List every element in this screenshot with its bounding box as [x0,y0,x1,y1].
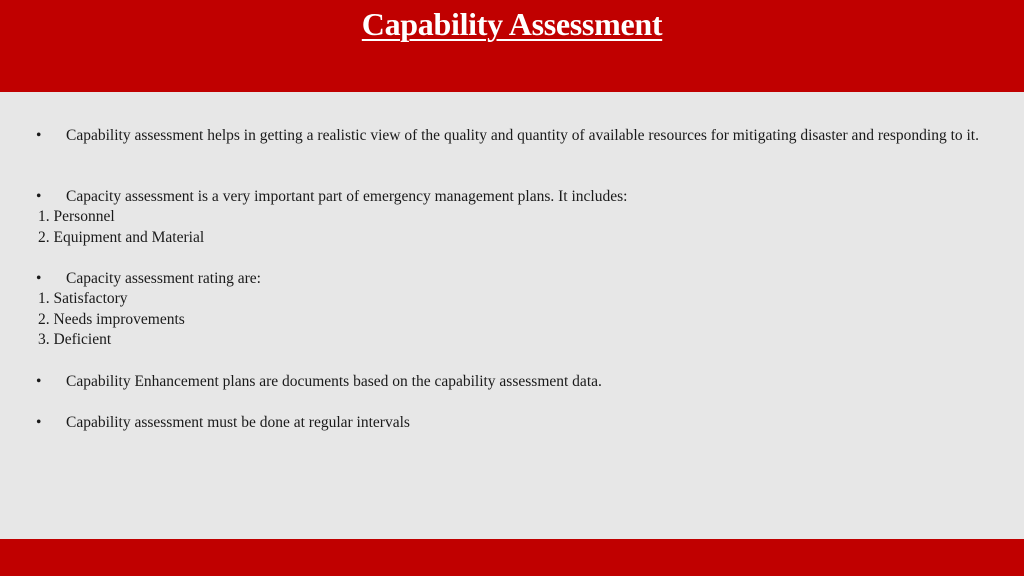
numbered-item-deficient: 3. Deficient [38,331,112,348]
bullet-text: Capability assessment helps in getting a realistic view of the quality and quantity of available resources for mitigating disaster and responding to it. [66,127,979,144]
slide-title: Capability Assessment [361,6,663,42]
footer-band [0,539,1024,576]
bullet-dot-icon: • [36,188,42,205]
bullet-dot-icon: • [36,270,42,287]
bullet-dot-icon: • [36,127,42,144]
numbered-item-equipment: 2. Equipment and Material [38,229,205,246]
bullet-text: Capacity assessment rating are: [66,270,261,287]
numbered-item-needs-improvements: 2. Needs improvements [38,311,185,328]
bullet-dot-icon: • [36,373,42,390]
bullet-dot-icon: • [36,414,42,431]
bullet-text: Capability assessment must be done at regular intervals [66,414,410,431]
bullet-text: Capability Enhancement plans are documents based on the capability assessment data. [66,373,602,390]
numbered-item-personnel: 1. Personnel [38,208,115,225]
numbered-item-satisfactory: 1. Satisfactory [38,290,128,307]
bullet-text: Capacity assessment is a very important part of emergency management plans. It includes: [66,188,628,205]
